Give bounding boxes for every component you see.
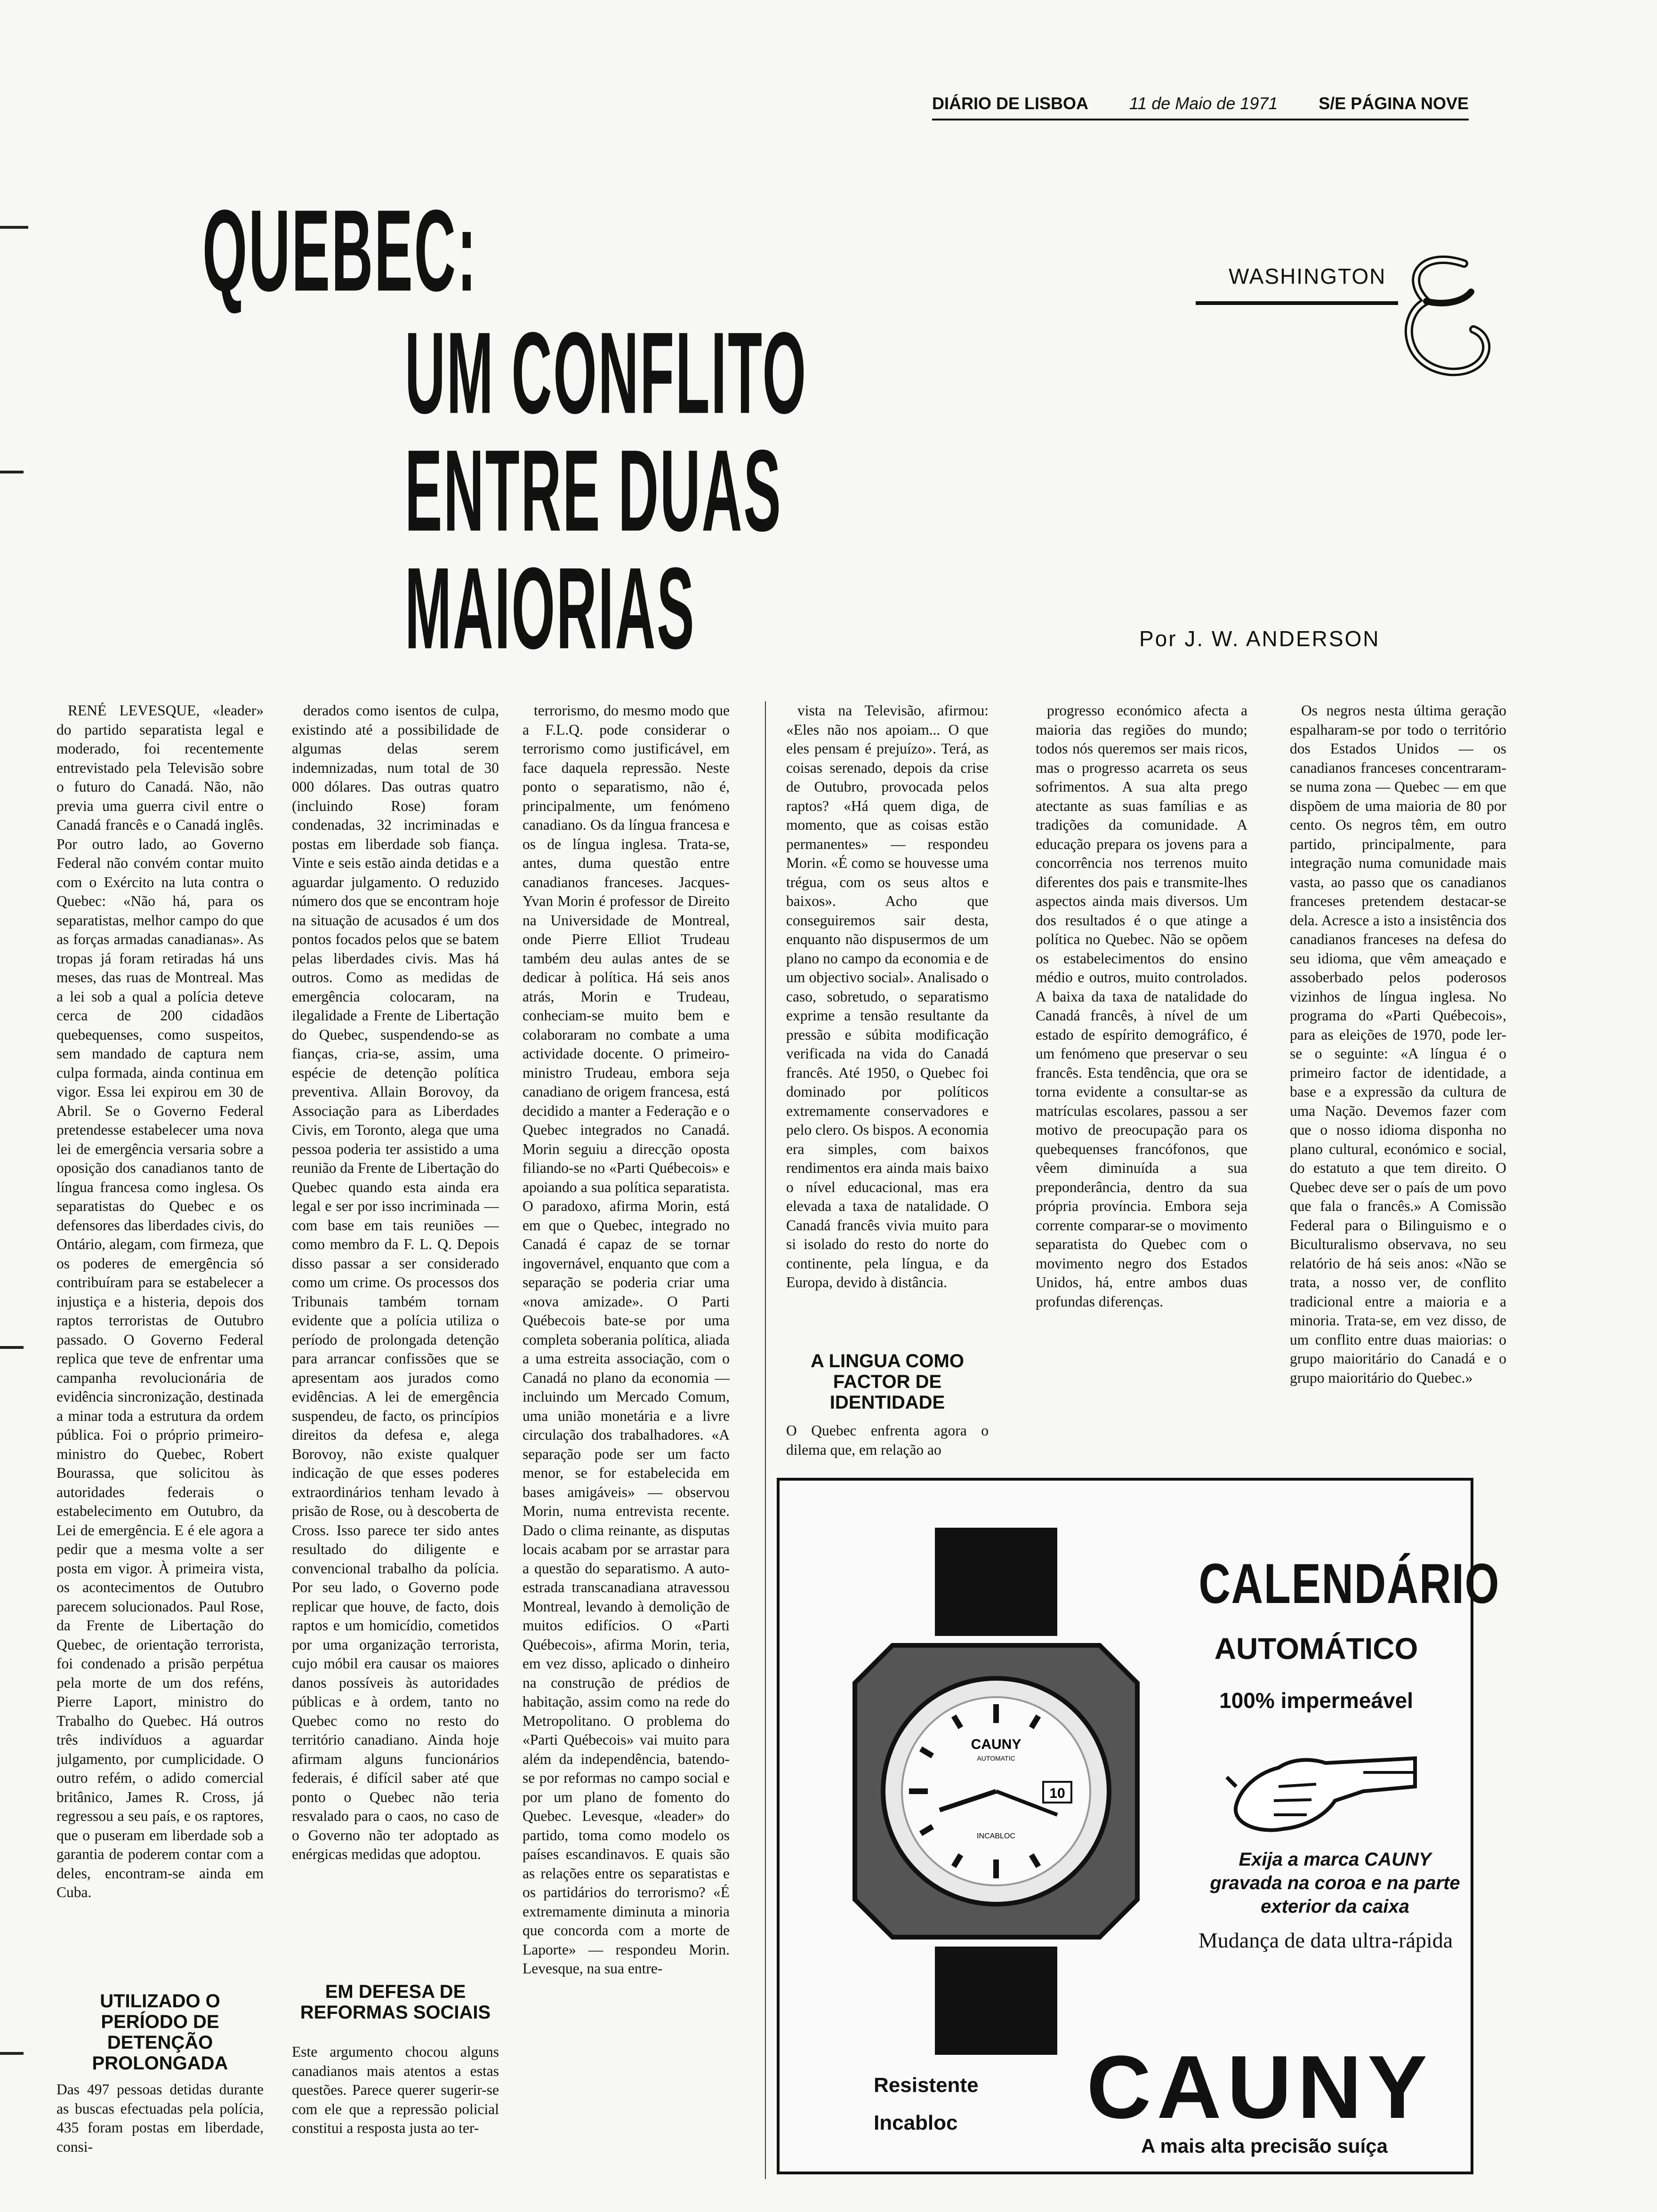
subhead-language-text: O Quebec enfrenta agora o dilema que, em relação ao	[786, 1422, 989, 1458]
column-text: terrorismo, do mesmo modo que a F.L.Q. pode considerar o terrorismo como justificável, em face daquela repressão. Neste ponto o separatismo, não é, principalmente, um fenómeno canadiano. Os da língua francesa e os de língua inglesa. Trata-se, antes, duma questão entre canadianos franceses. Jacques-Yvan Morin é professor de Direito na Universidade de Montreal, onde Pierre Elliot Trudeau também deu aulas antes de se dedicar à política. Há seis anos atrás, Morin e Trudeau, conheciam-se muito bem e colaboraram no combate a uma actividade docente. O primeiro-ministro Trudeau, embora seja canadiano de origem francesa, está decidido a manter a Federação e o Quebec integrados no Canadá. Morin seguiu a direcção oposta filiando-se no «Parti Québecois» e apoiando a sua política separatista. O paradoxo, afirma Morin, está em que o Quebec, integrado no Canadá é capaz de se tornar ingovernável, enquanto que com a separação se poderia criar uma «nova amizade». O Parti Québecois bate-se por uma completa soberania política, aliada a uma estreita associação, com o Canadá no plano da economia — incluindo um Mercado Comum, uma união monetária e a livre circulação dos trabalhadores. «A separação pode ser um facto menor, se for estabelecida em bases amigáveis» — observou Morin, numa entrevista recente. Dado o clima reinante, as disputas locais acabam por se arrastar para a questão do separatismo. A auto-estrada transcanadiana atravessou Montreal, levando à demolição de muitos edifícios. O «Parti Québecois», afirma Morin, teria, em vez disso, aplicado o dinheiro na construção de prédios de habitação, assim como na rede do Metropolitano. O problema do «Parti Québecois» vai muito para além da independência, batendo-se por reformas no campo social e por um plano de fomento do Quebec. Levesque, «leader» do partido, toma como modelo os países escandinavos. E quais são as relações entre os separatistas e os partidários do terrorismo? «É extremamente diminuta a minoria que concorda com a morte de Laporte» — respondeu Morin. Levesque, na sua entre-	[523, 702, 730, 1977]
scan-mark	[0, 2052, 24, 2055]
watch-dial-bottom: INCABLOC	[977, 1832, 1015, 1840]
masthead	[932, 89, 1469, 118]
ad-exija: Exija a marca CAUNY gravada na coroa e na parte exterior da caixa	[1210, 1849, 1460, 1917]
cauny-advertisement	[777, 1478, 1500, 2174]
watch-illustration-icon	[836, 1528, 1156, 2055]
subhead-detention-text: Das 497 pessoas detidas durante as buscas efectuadas pela polícia, 435 foram postas em liberdade, consi-	[56, 2081, 264, 2155]
watch-date: 10	[1049, 1786, 1065, 1801]
article-column-1	[56, 701, 264, 1991]
scan-mark	[0, 471, 24, 473]
headline-line-2: UM CONFLITO	[405, 308, 807, 438]
headline-line-1: QUEBEC:	[202, 186, 478, 316]
ad-brand: CAUNY	[1086, 2037, 1433, 2137]
ad-subtitle: AUTOMÁTICO	[1214, 1632, 1418, 1666]
section-rule	[1196, 301, 1398, 305]
subhead-reforms-text: Este argumento chocou alguns canadianos mais atentos a estas questões. Parece querer sugerir-se com ele que a repressão policial constitui a resposta justa ao ter-	[292, 2044, 499, 2136]
section-logo-icon	[1393, 245, 1502, 386]
column-text: derados como isentos de culpa, existindo até a possibilidade de algumas delas serem indemnizadas, num total de 30 000 dólares. Das outras quatro (incluindo Rose) foram condenadas, 32 incriminadas e postas em liberdade sob fiança. Vinte e seis estão ainda detidas e a aguardar julgamento. O reduzido número dos que se encontram hoje na situação de acusados é um dos pontos focados pelos que se batem pelas liberdades civis. Mas há outros. Como as medidas de emergência colocaram, na ilegalidade a Frente de Libertação do Quebec, suspendendo-se as fianças, cria-se, assim, uma espécie de detenção política preventiva. Allain Borovoy, da Associação para as Liberdades Civis, em Toronto, alega que uma pessoa poderia ter assistido a uma reunião da Frente de Libertação do Quebec quando esta ainda era legal e ser por isso incriminada — com base em tais reuniões — como membro da F. L. Q. Depois disso passar a ser considerado como um crime. Os processos dos Tribunais também tornam evidente que a polícia utiliza o período de prolongada detenção para arrancar confissões que se apresentam aos jurados como evidências. A lei de emergência suspendeu, de facto, os princípios direitos da defesa e, alega Borovoy, não existe qualquer indicação de que esses poderes extraordinários tenham levado à prisão de Rose, ou à descoberta de Cross. Isso parece ter sido antes resultado do diligente e convencional trabalho da polícia. Por seu lado, o Governo pode replicar que houve, de facto, dois raptos e um homicídio, cometidos por uma organização terrorista, cujo móbil era causar os maiores danos possíveis às autoridades públicas e à ordem, tanto no Quebec como no resto do território canadiano. Ainda hoje afirmam alguns funcionários federais, é difícil saber até que ponto o Quebec não teria resvalado para o caos, no caso de o Governo não ter adoptado as enérgicas medidas que adoptou.	[292, 702, 499, 1862]
headline-line-4: MAIORIAS	[405, 544, 696, 673]
column-text: Os negros nesta última geração espalharam-se por todo o território dos Estados Unidos — os canadianos franceses concentraram-se numa zona — Quebec — em que dispõem de uma maioria de 80 por cento. Os negros têm, em outro partido, principalmente, para integração numa comunidade mais vasta, ao passo que os canadianos franceses pretendem destacar-se dela. Acresce a isto a insistência dos canadianos franceses na defesa do seu idioma, que vêm ameaçado e assoberbado pelos poderosos vizinhos de língua inglesa. No programa do «Parti Québecois», para as eleições de 1970, pode ler-se o seguinte: «A língua é o primeiro factor de identidade, a base e a expressão da cultura de uma Nação. Devemos fazer com que o nosso idioma disponha no plano cultural, económico e social, do estatuto a que tem direito. O Quebec deve ser o país de um povo que fala o francês.» A Comissão Federal para o Bilinguismo e o Biculturalismo observava, no seu relatório de há seis anos: «Não se trata, a nosso ver, de conflito tradicional entre a maioria e a minoria. Trata-se, em vez disso, de um conflito entre duas maiorias: o grupo maioritário do Canadá e o grupo maioritário do Quebec.»	[1290, 702, 1506, 1386]
ad-mudanca: Mudança de data ultra-rápida	[1198, 1928, 1453, 1952]
article-column-6	[1290, 701, 1506, 1473]
column-text: RENÉ LEVESQUE, «leader» do partido separatista legal e moderado, foi recentemente entrevistado pela Televisão sobre o futuro do Canadá. Não, não previa uma guerra civil entre o Canadá francês e o Canadá inglês. Por outro lado, ao Governo Federal não convém contar muito com o Exército na luta contra o Quebec: «Não há, para os separatistas, melhor campo do que as forças armadas canadianas». As tropas já foram retiradas há uns meses, das ruas de Montreal. Mas a lei sob a qual a polícia deteve cerca de 200 cidadãos quebequenses, como suspeitos, sem mandado de captura nem culpa formada, ainda continua em vigor. Essa lei expirou em 30 de Abril. Se o Governo Federal pretendesse estabelecer uma nova lei de emergência versaria sobre a oposição dos canadianos tanto de língua francesa como inglesa. Os separatistas do Quebec e os defensores das liberdades civis, do Ontário, alegam, com firmeza, que os poderes de emergência só contribuíram para se estabelecer a injustiça e a histeria, depois dos raptos terroristas de Outubro passado. O Governo Federal replica que teve de enfrentar uma campanha revolucionária de evidência sincronização, destinada a minar toda a estrutura da ordem pública. Foi o próprio primeiro-ministro do Quebec, Robert Bourassa, que solicitou às autoridades federais o estabelecimento em Outubro, da Lei de emergência. E é ele agora a pedir que a mesma volte a ser posta em vigor. À primeira vista, os acontecimentos de Outubro parecem solucionados. Paul Rose, da Frente de Libertação do Quebec, de orientação terrorista, foi condenado a prisão perpétua pela morte de um dos reféns, Pierre Laport, ministro do Trabalho do Quebec. Há outros três indivíduos a aguardar julgamento, por cumplicidade. O outro refém, o adido comercial britânico, James R. Cross, já regressou a seu país, e os raptores, que o puseram em liberdade sob a garantia de poderem contar com a deles, encontram-se ainda em Cuba.	[56, 702, 264, 1900]
newspaper-name: DIÁRIO DE LISBOA	[932, 94, 1089, 113]
watch-dial-sub: AUTOMATIC	[977, 1755, 1015, 1762]
ad-tagline: A mais alta precisão suíça	[1141, 2135, 1388, 2157]
subhead-reforms: EM DEFESA DE REFORMAS SOCIAIS	[300, 1981, 491, 2023]
page-label: S/E PÁGINA NOVE	[1319, 94, 1469, 113]
ad-waterproof: 100% impermeável	[1219, 1688, 1413, 1713]
section-label: WASHINGTON	[1229, 264, 1386, 289]
ad-title: CALENDÁRIO	[1199, 1552, 1500, 1615]
ad-incabloc: Incabloc	[874, 2111, 958, 2134]
subhead-detention: UTILIZADO O PERÍODO DE DETENÇÃO PROLONGADA	[92, 1991, 228, 2074]
article-column-2	[292, 701, 499, 1981]
article-column-4	[786, 701, 989, 1332]
masthead-rule	[932, 119, 1469, 120]
subhead-language: A LINGUA COMO FACTOR DE IDENTIDADE	[811, 1351, 964, 1413]
scan-mark	[0, 1346, 24, 1349]
ad-resistente: Resistente	[874, 2074, 979, 2097]
byline: Por J. W. ANDERSON	[1139, 626, 1380, 651]
watch-dial-brand: CAUNY	[971, 1737, 1022, 1752]
pointing-hand-icon	[1222, 1730, 1420, 1838]
headline-line-3: ENTRE DUAS	[405, 426, 782, 556]
column-divider	[765, 701, 766, 2179]
column-text: progresso económico afecta a maioria das regiões do mundo; todos nós queremos ser mais ricos, mas o progresso acarreta os seus sofrimentos. A sua alta prego atectante as suas famílias e as tradições da comunidade. A educação prepara os jovens para a concorrência nos terrenos muito diferentes dos pais e transmite-lhes aspectos ainda mais diversos. Um dos resultados é o que atinge a política no Quebec. Não se opõem os estabelecimentos do ensino médio e outros, muito controlados. A baixa da taxa de natalidade do Canadá francês, à nível de um estado de espírito demográfico, é um fenómeno que preservar o seu francês. Esta tendência, que ora se torna evidente a consultar-se as matrículas escolares, passou a ser motivo de preocupação para os quebequenses francófonos, que vêem diminuída a sua preponderância, dentro da sua própria província. Embora seja corrente comparar-se o movimento separatista do Quebec com o movimento negro dos Estados Unidos, há, entre ambos duas profundas diferenças.	[1036, 702, 1247, 1310]
issue-date: 11 de Maio de 1971	[1129, 94, 1278, 113]
article-column-3	[523, 701, 730, 2165]
scan-mark	[0, 226, 28, 229]
article-column-5	[1036, 701, 1247, 1468]
column-text: vista na Televisão, afirmou: «Eles não nos apoiam... O que eles pensam é prejuízo». Terá, as coisas serenado, depois da crise de Outubro, provocada pelos raptos? «Há quem diga, de momento, que as coisas estão permanentes» — respondeu Morin. «É como se houvesse uma trégua, com os seus altos e baixos». Acho que conseguiremos sair desta, enquanto não dispusermos de um plano no campo da economia e de um objectivo social». Analisado o caso, sobretudo, o separatismo exprime a tensão resultante da pressão e súbita modificação verificada na vida do Canadá francês. Até 1950, o Quebec foi dominado por políticos extremamente conservadores e pelo clero. Os bispos. A economia era simples, com baixos rendimentos era ainda mais baixo o nível educacional, mas era elevada a taxa de natalidade. O Canadá francês vivia muito para si isolado do resto do norte do continente, pela língua, e da Europa, devido à distância.	[786, 702, 989, 1290]
